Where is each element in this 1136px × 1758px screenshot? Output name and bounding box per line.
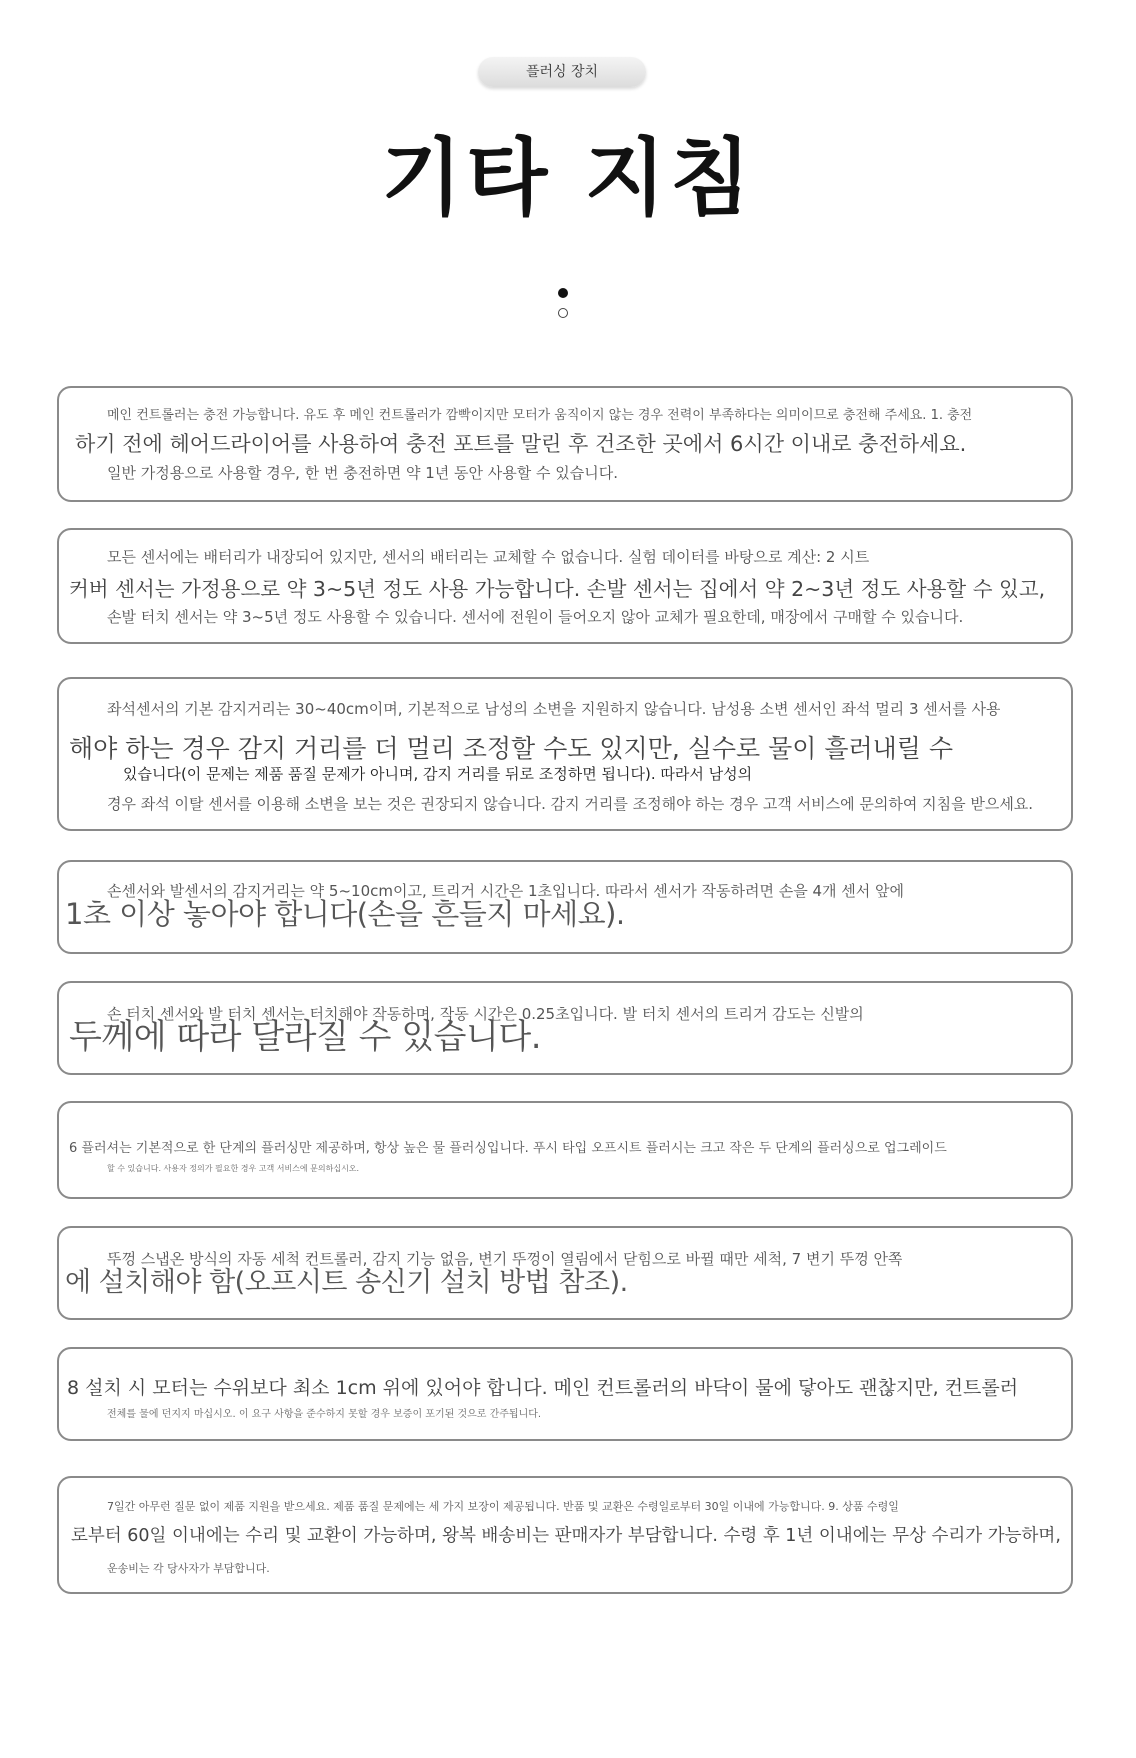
instruction-card-hand-foot-sensor bbox=[57, 860, 1073, 954]
card-text-line: 에 설치해야 함(오프시트 송신기 설치 방법 참조). bbox=[65, 1267, 628, 1298]
card-text-line: 7일간 아무런 질문 없이 제품 지원을 받으세요. 제품 품질 문제에는 세 가지 보장이 제공됩니다. 반품 및 교환은 수령일로부터 30일 이내에 가능합니다. 9. 상품 수령일 bbox=[107, 1500, 899, 1513]
card-text-line: 좌석센서의 기본 감지거리는 30~40cm이며, 기본적으로 남성의 소변을 지원하지 않습니다. 남성용 소변 센서인 좌석 멀리 3 센서를 사용 bbox=[107, 700, 1001, 718]
page-title: 기타 지침 bbox=[381, 129, 755, 227]
instruction-card-flusher bbox=[57, 1101, 1073, 1199]
instruction-card-seat-sensor bbox=[57, 677, 1073, 831]
card-text-line: 1초 이상 놓아야 합니다(손을 흔들지 마세요). bbox=[65, 897, 625, 931]
card-text-line: 하기 전에 헤어드라이어를 사용하여 충전 포트를 말린 후 건조한 곳에서 6시간 이내로 충전하세요. bbox=[75, 432, 967, 456]
instruction-card-charging bbox=[57, 386, 1073, 502]
card-text-line: 메인 컨트롤러는 충전 가능합니다. 유도 후 메인 컨트롤러가 깜빡이지만 모터가 움직이지 않는 경우 전력이 부족하다는 의미이므로 충전해 주세요. 1. 충전 bbox=[107, 408, 973, 423]
card-text-line: 커버 센서는 가정용으로 약 3~5년 정도 사용 가능합니다. 손발 센서는 집에서 약 2~3년 정도 사용할 수 있고, bbox=[69, 577, 1046, 601]
card-text-line: 모든 센서에는 배터리가 내장되어 있지만, 센서의 배터리는 교체할 수 없습니다. 실험 데이터를 바탕으로 계산: 2 시트 bbox=[107, 548, 870, 566]
card-text-line: 손 터치 센서와 발 터치 센서는 터치해야 작동하며, 작동 시간은 0.25초입니다. 발 터치 센서의 트리거 감도는 신발의 bbox=[107, 1005, 864, 1023]
category-pill: 플러싱 장치 bbox=[478, 57, 646, 87]
card-text-line: 경우 좌석 이탈 센서를 이용해 소변을 보는 것은 권장되지 않습니다. 감지 거리를 조정해야 하는 경우 고객 서비스에 문의하여 지침을 받으세요. bbox=[107, 795, 1034, 813]
instruction-card-touch-sensor bbox=[57, 981, 1073, 1075]
instruction-card-installation bbox=[57, 1347, 1073, 1441]
card-text-line: 있습니다(이 문제는 제품 품질 문제가 아니며, 감지 거리를 뒤로 조정하면 됩니다). 따라서 남성의 bbox=[123, 765, 753, 783]
card-text-line: 전체를 물에 던지지 마십시오. 이 요구 사항을 준수하지 못할 경우 보증이 포기된 것으로 간주됩니다. bbox=[107, 1409, 542, 1420]
card-text-line: 6 플러셔는 기본적으로 한 단계의 플러싱만 제공하며, 항상 높은 물 플러싱입니다. 푸시 타입 오프시트 플러시는 크고 작은 두 단계의 플러싱으로 업그레이드 bbox=[69, 1141, 947, 1156]
card-text-line: 8 설치 시 모터는 수위보다 최소 1cm 위에 있어야 합니다. 메인 컨트롤러의 바닥이 물에 닿아도 괜찮지만, 컨트롤러 bbox=[67, 1377, 1019, 1399]
instruction-card-warranty bbox=[57, 1476, 1073, 1594]
page-indicator-active-dot bbox=[558, 288, 568, 298]
instruction-card-sensor-battery bbox=[57, 528, 1073, 644]
card-text-line: 운송비는 각 당사자가 부담합니다. bbox=[107, 1562, 270, 1575]
card-text-line: 손센서와 발센서의 감지거리는 약 5~10cm이고, 트리거 시간은 1초입니다. 따라서 센서가 작동하려면 손을 4개 센서 앞에 bbox=[107, 882, 904, 900]
page-indicator-inactive-dot bbox=[558, 308, 568, 318]
card-text-line: 두께에 따라 달라질 수 있습니다. bbox=[69, 1017, 542, 1057]
card-text-line: 할 수 있습니다. 사용자 정의가 필요한 경우 고객 서비스에 문의하십시오. bbox=[107, 1164, 360, 1173]
card-text-line: 뚜껑 스냅온 방식의 자동 세척 컨트롤러, 감지 기능 없음, 변기 뚜껑이 열림에서 닫힘으로 바뀔 때만 세척, 7 변기 뚜껑 안쪽 bbox=[107, 1250, 903, 1268]
card-text-line: 손발 터치 센서는 약 3~5년 정도 사용할 수 있습니다. 센서에 전원이 들어오지 않아 교체가 필요한데, 매장에서 구매할 수 있습니다. bbox=[107, 608, 964, 626]
card-text-line: 일반 가정용으로 사용할 경우, 한 번 충전하면 약 1년 동안 사용할 수 있습니다. bbox=[107, 464, 618, 482]
card-text-line: 해야 하는 경우 감지 거리를 더 멀리 조정할 수도 있지만, 실수로 물이 흘러내릴 수 bbox=[69, 734, 954, 763]
card-text-line: 로부터 60일 이내에는 수리 및 교환이 가능하며, 왕복 배송비는 판매자가 부담합니다. 수령 후 1년 이내에는 무상 수리가 가능하며, bbox=[71, 1526, 1061, 1546]
instruction-card-lid-controller bbox=[57, 1226, 1073, 1320]
